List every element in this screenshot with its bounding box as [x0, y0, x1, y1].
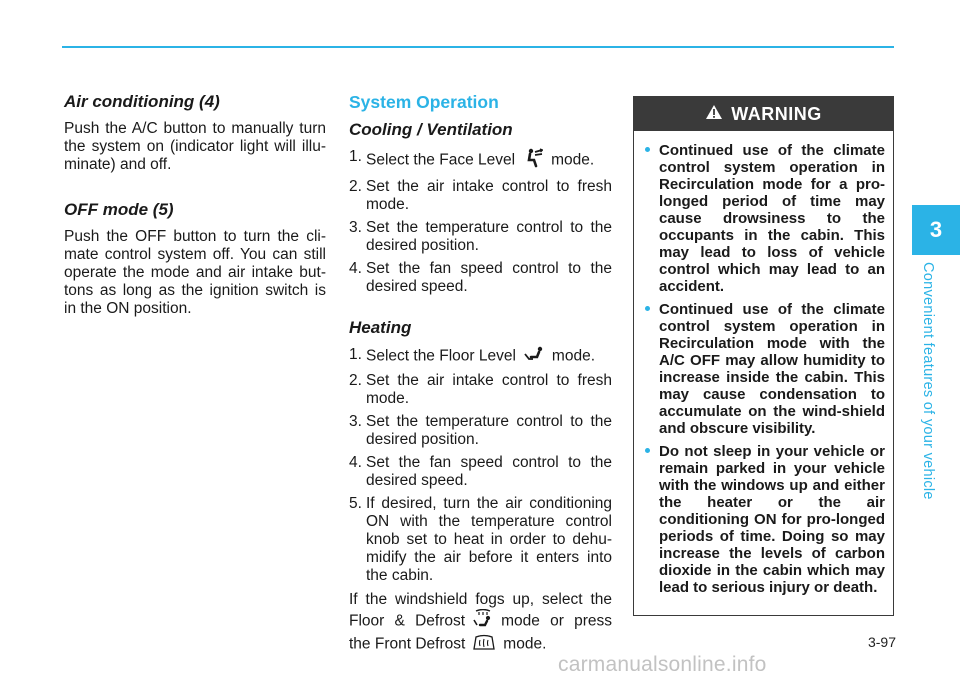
off-heading: OFF mode (5) — [64, 200, 174, 219]
chapter-tab: 3 — [912, 205, 960, 255]
column-middle — [349, 92, 612, 655]
floor-defrost-icon — [473, 609, 493, 634]
front-defrost-icon — [473, 634, 495, 655]
cooling-steps — [349, 148, 612, 296]
list-item — [349, 495, 612, 585]
heating-heading: Heating — [349, 318, 412, 337]
step-number: 4. — [349, 454, 362, 471]
step-text: Set the temperature control to the desired position. — [366, 219, 612, 254]
warning-title: WARNING — [731, 103, 822, 124]
step-text: Set the fan speed control to the desired speed. — [366, 454, 612, 489]
list-item — [349, 219, 612, 255]
windshield-text: If the windshield fogs up, select the Floor & Defrost — [349, 591, 612, 630]
warning-text: Continued use of the climate control system operation in Recirculation mode for a pro-longed period of time may cause drowsiness to the occupants in the cabin. This may lead to loss of vehicle control which may lead to an accident. — [659, 142, 885, 295]
list-item — [349, 372, 612, 408]
page-number: 3-97 — [867, 634, 896, 650]
step-number: 2. — [349, 178, 362, 195]
step-text: mode. — [551, 151, 595, 169]
top-rule — [62, 46, 894, 48]
windshield-paragraph — [349, 591, 612, 655]
list-item — [349, 346, 612, 367]
bullet-dot — [645, 306, 650, 311]
step-text: Select the Face Level — [366, 151, 516, 169]
section-title: System Operation — [349, 92, 499, 112]
list-item — [651, 443, 885, 596]
step-text: If desired, turn the air conditioning ON with the temperature control knob set to heat in order to dehu-midify the air before it enters into the cabin. — [366, 495, 612, 584]
list-item — [349, 454, 612, 490]
list-item — [349, 178, 612, 214]
step-text: mode. — [551, 347, 596, 365]
chapter-title: Convenient features of your vehicle — [920, 262, 936, 500]
list-item — [349, 260, 612, 296]
step-number: 3. — [349, 413, 362, 430]
warning-box — [633, 96, 894, 616]
step-text: Set the fan speed control to the desired speed. — [366, 260, 612, 295]
step-number: 3. — [349, 219, 362, 236]
cooling-heading: Cooling / Ventilation — [349, 120, 513, 139]
bullet-dot — [645, 448, 650, 453]
step-text: Set the air intake control to fresh mode. — [366, 178, 612, 213]
step-number: 2. — [349, 372, 362, 389]
warning-list — [634, 131, 893, 596]
list-item — [349, 413, 612, 449]
ac-paragraph: Push the A/C button to manually turn the system on (indicator light will illu-minate) and off. — [64, 120, 326, 173]
step-number: 1. — [349, 346, 362, 363]
step-text: Set the temperature control to the desired position. — [366, 413, 612, 448]
list-item — [651, 142, 885, 295]
warning-text: Continued use of the climate control system operation in Recirculation mode with the A/C OFF may allow humidity to increase inside the cabin. This may cause condensation to accumulate on the wind-shield and obscure visibility. — [659, 301, 885, 437]
off-paragraph: Push the OFF button to turn the cli-mate control system off. You can still operate the mode and air intake but-tons as long as the ignition switch is in the ON position. — [64, 228, 326, 317]
step-number: 1. — [349, 148, 362, 165]
heating-steps — [349, 346, 612, 585]
bullet-dot — [645, 147, 650, 152]
windshield-text: mode or press the Front Defrost — [349, 612, 612, 653]
step-text: Set the air intake control to fresh mode. — [366, 372, 612, 407]
warning-header — [634, 97, 893, 131]
step-text: Select the Floor Level — [366, 347, 516, 365]
list-item — [651, 301, 885, 437]
watermark: carmanualsonline.info — [558, 653, 767, 676]
list-item — [349, 148, 612, 173]
column-left — [64, 92, 326, 344]
face-level-icon — [523, 148, 543, 173]
ac-heading: Air conditioning (4) — [64, 92, 220, 111]
warning-text: Do not sleep in your vehicle or remain parked in your vehicle with the windows up and either the heater or the air conditioning ON for pro-longed periods of time. Doing so may increase the levels of carbon dioxide in the cabin which may lead to serious injury or death. — [659, 443, 885, 596]
step-number: 5. — [349, 495, 362, 512]
floor-level-icon — [524, 346, 544, 367]
windshield-text: mode. — [503, 635, 547, 653]
step-number: 4. — [349, 260, 362, 277]
warning-triangle-icon — [705, 104, 723, 125]
